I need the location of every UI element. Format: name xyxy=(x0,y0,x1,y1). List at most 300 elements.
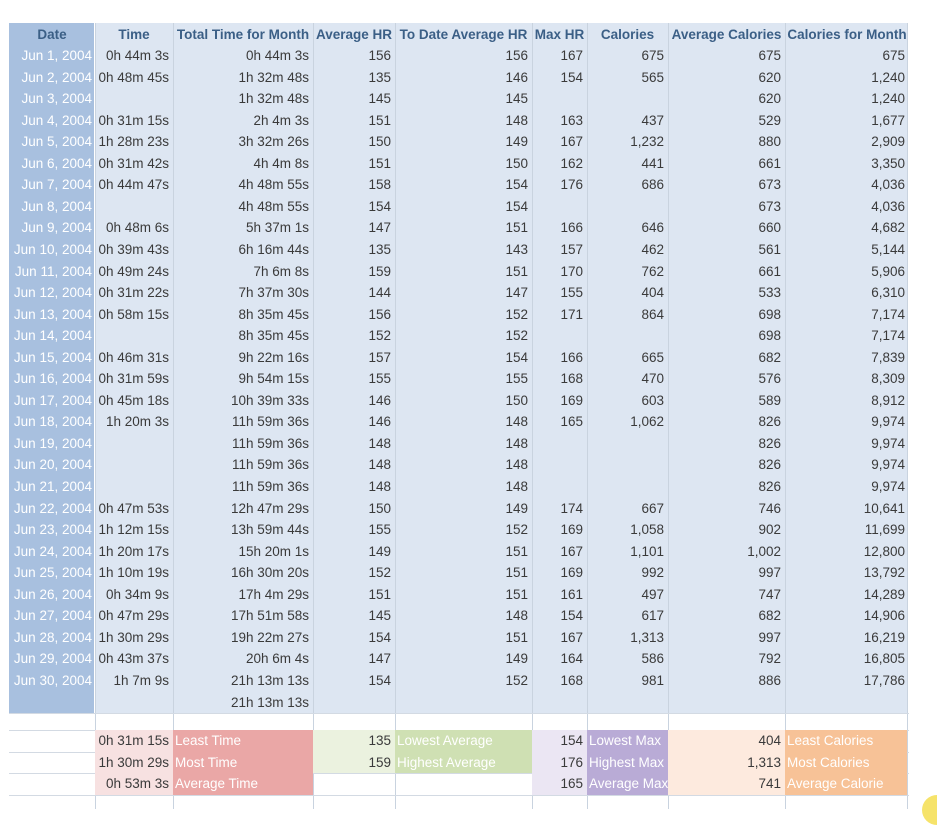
cell-time[interactable] xyxy=(95,325,173,347)
cell-to-date-average-hr[interactable]: 148 xyxy=(505,435,528,451)
cell-average-hr[interactable]: 148 xyxy=(368,479,391,494)
cell-max-hr[interactable]: 157 xyxy=(560,241,583,257)
cell-calories[interactable]: 437 xyxy=(641,112,664,128)
cell-total-time[interactable]: 11h 59m 36s xyxy=(231,479,309,494)
cell-calories-for-month[interactable]: 4,682 xyxy=(871,220,905,236)
cell-total-time[interactable]: 11h 59m 36s xyxy=(231,435,309,451)
cell-average-hr[interactable]: 145 xyxy=(368,91,391,107)
cell-average-hr[interactable]: 156 xyxy=(368,306,391,322)
cell-calories[interactable]: 646 xyxy=(641,220,664,236)
cell-max-hr[interactable]: 154 xyxy=(560,608,583,624)
cell-total-time[interactable]: 12h 47m 29s xyxy=(230,500,309,516)
cell-max-hr[interactable]: 167 xyxy=(560,543,583,559)
cell-total-time[interactable]: 9h 22m 16s xyxy=(238,349,309,365)
cell-max-hr[interactable]: 155 xyxy=(560,285,583,301)
cell-to-date-average-hr[interactable]: 146 xyxy=(505,69,528,85)
cell-max-hr[interactable] xyxy=(532,325,587,347)
cell-time[interactable]: 0h 47m 29s xyxy=(98,608,169,624)
cell-average-calories[interactable]: 997 xyxy=(758,565,781,581)
cell-date[interactable]: Jun 23, 2004 xyxy=(13,522,92,538)
cell-calories-for-month[interactable]: 1,677 xyxy=(871,112,905,128)
cell-average-calories[interactable]: 576 xyxy=(758,371,781,387)
cell-max-hr[interactable]: 170 xyxy=(560,263,583,279)
cell-calories-for-month[interactable]: 13,792 xyxy=(863,565,905,581)
cell-max-hr[interactable] xyxy=(532,196,587,218)
cell-calories[interactable]: 686 xyxy=(641,177,664,193)
summary-label-avg-hr[interactable]: Highest Average xyxy=(395,752,532,774)
cell-calories[interactable] xyxy=(587,325,668,347)
summary-value-calories[interactable]: 741 xyxy=(668,773,785,795)
cell-average-calories[interactable]: 826 xyxy=(758,435,781,451)
cell-average-calories[interactable]: 660 xyxy=(758,220,781,236)
cell-max-hr[interactable]: 165 xyxy=(560,414,583,430)
cell-average-calories[interactable]: 826 xyxy=(758,457,781,473)
cell-max-hr[interactable]: 167 xyxy=(560,48,583,63)
cell-calories[interactable]: 617 xyxy=(641,608,664,624)
cell-total-time[interactable]: 6h 16m 44s xyxy=(238,241,309,257)
cell-calories-for-month[interactable]: 8,309 xyxy=(871,371,905,387)
cell-max-hr[interactable]: 162 xyxy=(560,155,583,171)
cell-to-date-average-hr[interactable]: 150 xyxy=(505,155,528,171)
cell-time[interactable]: 0h 46m 31s xyxy=(98,349,169,365)
cell-date[interactable]: Jun 22, 2004 xyxy=(13,500,92,516)
cell-calories[interactable]: 586 xyxy=(641,651,664,667)
cell-date[interactable]: Jun 26, 2004 xyxy=(13,586,92,602)
cell-max-hr[interactable]: 166 xyxy=(560,349,583,365)
cell-total-time[interactable]: 10h 39m 33s xyxy=(230,392,309,408)
cell-calories[interactable] xyxy=(587,692,668,714)
summary-value-max-hr[interactable]: 154 xyxy=(532,730,587,752)
summary-value-time[interactable]: 0h 31m 15s xyxy=(95,730,173,752)
cell-time[interactable]: 0h 31m 22s xyxy=(98,285,169,301)
cell-time[interactable]: 0h 31m 59s xyxy=(98,371,169,387)
cell-max-hr[interactable]: 168 xyxy=(560,371,583,387)
cell-to-date-average-hr[interactable]: 152 xyxy=(505,306,528,322)
cell-time[interactable] xyxy=(95,454,173,476)
cell-date[interactable]: Jun 30, 2004 xyxy=(13,672,92,688)
cell-total-time[interactable]: 16h 30m 20s xyxy=(230,565,309,581)
cell-to-date-average-hr[interactable]: 148 xyxy=(505,457,528,473)
cell-date[interactable]: Jun 29, 2004 xyxy=(13,651,92,667)
cell-total-time[interactable]: 7h 37m 30s xyxy=(238,285,309,301)
cell-date[interactable] xyxy=(9,692,95,714)
header-date[interactable]: Date xyxy=(37,27,67,42)
cell-calories-for-month[interactable]: 6,310 xyxy=(871,285,905,301)
cell-date[interactable]: Jun 11, 2004 xyxy=(14,263,92,279)
cell-max-hr[interactable]: 154 xyxy=(560,69,583,85)
cell-calories-for-month[interactable]: 4,036 xyxy=(871,198,905,214)
cell-average-hr[interactable]: 146 xyxy=(368,392,391,408)
cell-total-time[interactable]: 0h 44m 3s xyxy=(245,48,309,63)
cell-max-hr[interactable]: 161 xyxy=(560,586,583,602)
cell-date[interactable]: Jun 4, 2004 xyxy=(21,112,92,128)
cell-to-date-average-hr[interactable]: 143 xyxy=(505,241,528,257)
cell-to-date-average-hr[interactable]: 148 xyxy=(505,479,528,494)
cell-to-date-average-hr[interactable]: 148 xyxy=(505,608,528,624)
cell-average-hr[interactable]: 147 xyxy=(368,220,391,236)
cell-average-calories[interactable]: 620 xyxy=(758,91,781,107)
cell-time[interactable] xyxy=(95,433,173,455)
cell-total-time[interactable]: 1h 32m 48s xyxy=(238,69,309,85)
cell-time[interactable]: 0h 31m 15s xyxy=(98,112,169,128)
cell-average-calories[interactable]: 1,002 xyxy=(747,543,781,559)
cell-average-calories[interactable]: 698 xyxy=(758,328,781,344)
cell-total-time[interactable]: 13h 59m 44s xyxy=(230,522,309,538)
cell-to-date-average-hr[interactable]: 154 xyxy=(505,349,528,365)
cell-time[interactable]: 1h 30m 29s xyxy=(98,629,169,645)
cell-calories-for-month[interactable]: 10,641 xyxy=(863,500,905,516)
cell-calories[interactable]: 981 xyxy=(641,672,664,688)
cell-date[interactable]: Jun 3, 2004 xyxy=(21,91,92,107)
cell-calories-for-month[interactable]: 675 xyxy=(882,48,905,63)
cell-max-hr[interactable]: 169 xyxy=(560,565,583,581)
cell-calories-for-month[interactable]: 9,974 xyxy=(871,414,905,430)
cell-calories-for-month[interactable]: 1,240 xyxy=(871,91,905,107)
cell-max-hr[interactable] xyxy=(532,476,587,498)
cell-average-hr[interactable]: 145 xyxy=(368,608,391,624)
cell-time[interactable]: 0h 44m 47s xyxy=(98,177,169,193)
cell-average-hr[interactable]: 152 xyxy=(368,328,391,344)
cell-average-calories[interactable]: 661 xyxy=(758,263,781,279)
cell-calories-for-month[interactable]: 9,974 xyxy=(871,435,905,451)
cell-time[interactable]: 0h 39m 43s xyxy=(98,241,169,257)
cell-max-hr[interactable]: 163 xyxy=(560,112,583,128)
cell-calories-for-month[interactable]: 7,174 xyxy=(871,328,905,344)
cell-calories-for-month[interactable]: 8,912 xyxy=(871,392,905,408)
cell-average-calories[interactable]: 661 xyxy=(758,155,781,171)
cell-date[interactable]: Jun 12, 2004 xyxy=(13,285,92,301)
cell-time[interactable] xyxy=(95,196,173,218)
cell-time[interactable]: 0h 31m 42s xyxy=(98,155,169,171)
cell-time[interactable]: 1h 7m 9s xyxy=(113,672,169,688)
cell-to-date-average-hr[interactable]: 145 xyxy=(505,91,528,107)
cell-total-time[interactable]: 9h 54m 15s xyxy=(238,371,309,387)
cell-average-calories[interactable]: 746 xyxy=(758,500,781,516)
cell-calories-for-month[interactable] xyxy=(785,692,909,714)
cell-to-date-average-hr[interactable]: 149 xyxy=(505,134,528,150)
cell-date[interactable]: Jun 6, 2004 xyxy=(21,155,92,171)
cell-average-hr[interactable]: 151 xyxy=(368,586,391,602)
cell-time[interactable]: 0h 44m 3s xyxy=(105,48,169,63)
cell-time[interactable] xyxy=(95,476,173,498)
summary-label-time[interactable]: Least Time xyxy=(173,730,313,752)
cell-to-date-average-hr[interactable]: 150 xyxy=(505,392,528,408)
cell-date[interactable]: Jun 8, 2004 xyxy=(21,198,92,214)
cell-max-hr[interactable] xyxy=(532,692,587,714)
cell-average-calories[interactable] xyxy=(668,692,785,714)
cell-max-hr[interactable]: 168 xyxy=(560,672,583,688)
cell-average-hr[interactable]: 150 xyxy=(368,500,391,516)
header-calories[interactable]: Calories xyxy=(600,27,655,42)
cell-calories[interactable] xyxy=(587,454,668,476)
cell-average-calories[interactable]: 673 xyxy=(758,198,781,214)
cell-time[interactable]: 0h 47m 53s xyxy=(98,500,169,516)
cell-total-time[interactable]: 21h 13m 13s xyxy=(230,672,309,688)
cell-calories[interactable]: 665 xyxy=(641,349,664,365)
cell-average-calories[interactable]: 886 xyxy=(758,672,781,688)
cell-date[interactable]: Jun 28, 2004 xyxy=(13,629,92,645)
cell-total-time[interactable]: 11h 59m 36s xyxy=(231,457,309,473)
cell-average-calories[interactable]: 561 xyxy=(758,241,781,257)
summary-value-time[interactable]: 1h 30m 29s xyxy=(95,752,173,774)
cell-to-date-average-hr[interactable]: 154 xyxy=(505,198,528,214)
cell-calories[interactable] xyxy=(587,433,668,455)
cell-date[interactable]: Jun 9, 2004 xyxy=(21,220,92,236)
cell-average-hr[interactable]: 152 xyxy=(368,565,391,581)
cell-total-time[interactable]: 11h 59m 36s xyxy=(231,414,309,430)
cell-to-date-average-hr[interactable]: 151 xyxy=(505,220,528,236)
cell-date[interactable]: Jun 13, 2004 xyxy=(13,306,92,322)
cell-calories-for-month[interactable]: 14,289 xyxy=(863,586,905,602)
header-total-time[interactable]: Total Time for Month xyxy=(176,27,310,42)
cell-max-hr[interactable]: 169 xyxy=(560,522,583,538)
cell-average-hr[interactable]: 149 xyxy=(368,543,391,559)
header-calories-for-month[interactable]: Calories for Month xyxy=(787,27,907,42)
summary-label-time[interactable]: Average Time xyxy=(173,773,313,795)
cell-total-time[interactable]: 1h 32m 48s xyxy=(238,91,309,107)
cell-calories-for-month[interactable]: 7,174 xyxy=(871,306,905,322)
summary-label-max-hr[interactable]: Average Max xyxy=(587,773,668,795)
cell-to-date-average-hr[interactable]: 151 xyxy=(505,263,528,279)
cell-average-calories[interactable]: 675 xyxy=(758,48,781,63)
cell-total-time[interactable]: 5h 37m 1s xyxy=(245,220,309,236)
cell-average-hr[interactable]: 159 xyxy=(368,263,391,279)
cell-max-hr[interactable] xyxy=(532,433,587,455)
cell-calories[interactable]: 565 xyxy=(641,69,664,85)
cell-time[interactable]: 0h 58m 15s xyxy=(98,306,169,322)
cell-average-calories[interactable]: 698 xyxy=(758,306,781,322)
cell-calories-for-month[interactable]: 1,240 xyxy=(871,69,905,85)
cell-average-hr[interactable]: 154 xyxy=(368,629,391,645)
cell-to-date-average-hr[interactable]: 152 xyxy=(505,328,528,344)
cell-date[interactable]: Jun 16, 2004 xyxy=(13,371,92,387)
cell-average-calories[interactable]: 826 xyxy=(758,414,781,430)
cell-to-date-average-hr[interactable]: 149 xyxy=(505,500,528,516)
cell-max-hr[interactable] xyxy=(532,88,587,110)
cell-date[interactable]: Jun 25, 2004 xyxy=(13,565,92,581)
cell-calories[interactable]: 497 xyxy=(641,586,664,602)
summary-value-max-hr[interactable]: 165 xyxy=(532,773,587,795)
cell-max-hr[interactable]: 169 xyxy=(560,392,583,408)
cell-total-time[interactable]: 2h 4m 3s xyxy=(253,112,309,128)
cell-average-calories[interactable]: 682 xyxy=(758,349,781,365)
cell-calories[interactable]: 603 xyxy=(641,392,664,408)
cell-to-date-average-hr[interactable]: 151 xyxy=(505,543,528,559)
cell-calories-for-month[interactable]: 2,909 xyxy=(871,134,905,150)
cell-calories-for-month[interactable]: 16,805 xyxy=(863,651,905,667)
header-max-hr[interactable]: Max HR xyxy=(534,27,585,42)
cell-average-hr[interactable]: 154 xyxy=(368,198,391,214)
cell-date[interactable]: Jun 5, 2004 xyxy=(21,134,92,150)
cell-date[interactable]: Jun 19, 2004 xyxy=(13,435,92,451)
cell-calories[interactable]: 675 xyxy=(641,48,664,63)
cell-average-hr[interactable]: 154 xyxy=(368,672,391,688)
cell-date[interactable]: Jun 20, 2004 xyxy=(13,457,92,473)
summary-label-max-hr[interactable]: Highest Max xyxy=(587,752,668,774)
cell-time[interactable]: 1h 10m 19s xyxy=(98,565,169,581)
cell-calories-for-month[interactable]: 12,800 xyxy=(863,543,905,559)
cell-average-calories[interactable]: 682 xyxy=(758,608,781,624)
cell-calories-for-month[interactable]: 5,144 xyxy=(871,241,905,257)
cell-average-hr[interactable]: 157 xyxy=(368,349,391,365)
summary-label-calories[interactable]: Least Calories xyxy=(785,730,907,752)
summary-label-max-hr[interactable]: Lowest Max xyxy=(587,730,668,752)
cell-calories[interactable]: 470 xyxy=(641,371,664,387)
cell-calories[interactable]: 992 xyxy=(641,565,664,581)
cell-to-date-average-hr[interactable]: 148 xyxy=(505,414,528,430)
cell-time[interactable]: 1h 28m 23s xyxy=(98,134,169,150)
cell-calories[interactable]: 762 xyxy=(641,263,664,279)
cell-average-calories[interactable]: 589 xyxy=(758,392,781,408)
cell-average-hr[interactable]: 144 xyxy=(368,285,391,301)
cell-calories-for-month[interactable]: 16,219 xyxy=(863,629,905,645)
summary-value-avg-hr[interactable] xyxy=(313,773,395,795)
cell-total-time[interactable]: 17h 51m 58s xyxy=(230,608,309,624)
cell-average-hr[interactable]: 158 xyxy=(368,177,391,193)
header-to-date-average-hr[interactable]: To Date Average HR xyxy=(399,27,528,42)
summary-label-avg-hr[interactable] xyxy=(395,773,532,795)
cell-calories[interactable]: 441 xyxy=(641,155,664,171)
cell-date[interactable]: Jun 21, 2004 xyxy=(13,479,92,494)
cell-to-date-average-hr[interactable] xyxy=(395,692,532,714)
cell-total-time[interactable]: 20h 6m 4s xyxy=(245,651,309,667)
cell-calories-for-month[interactable]: 4,036 xyxy=(871,177,905,193)
cell-total-time[interactable]: 21h 13m 13s xyxy=(230,694,309,710)
summary-label-time[interactable]: Most Time xyxy=(173,752,313,774)
cell-to-date-average-hr[interactable]: 156 xyxy=(505,48,528,63)
cell-calories-for-month[interactable]: 3,350 xyxy=(871,155,905,171)
summary-value-calories[interactable]: 1,313 xyxy=(668,752,785,774)
cell-calories-for-month[interactable]: 17,786 xyxy=(863,672,905,688)
cell-average-calories[interactable]: 997 xyxy=(758,629,781,645)
summary-label-avg-hr[interactable]: Lowest Average xyxy=(395,730,532,752)
cell-calories[interactable] xyxy=(587,476,668,498)
cell-average-hr[interactable]: 156 xyxy=(368,48,391,63)
cell-total-time[interactable]: 15h 20m 1s xyxy=(238,543,309,559)
cell-calories[interactable]: 462 xyxy=(641,241,664,257)
cell-calories-for-month[interactable]: 11,699 xyxy=(864,522,905,538)
cell-date[interactable]: Jun 1, 2004 xyxy=(21,48,92,63)
cell-average-calories[interactable]: 673 xyxy=(758,177,781,193)
summary-value-avg-hr[interactable]: 135 xyxy=(313,730,395,752)
cell-total-time[interactable]: 8h 35m 45s xyxy=(238,328,309,344)
cell-time[interactable]: 0h 43m 37s xyxy=(98,651,169,667)
cell-average-calories[interactable]: 826 xyxy=(758,479,781,494)
header-average-hr[interactable]: Average HR xyxy=(315,27,393,42)
cell-to-date-average-hr[interactable]: 149 xyxy=(505,651,528,667)
cell-time[interactable] xyxy=(95,88,173,110)
cell-calories[interactable]: 864 xyxy=(641,306,664,322)
cell-to-date-average-hr[interactable]: 151 xyxy=(505,586,528,602)
cell-average-hr[interactable] xyxy=(313,692,395,714)
cell-max-hr[interactable]: 166 xyxy=(560,220,583,236)
summary-value-avg-hr[interactable]: 159 xyxy=(313,752,395,774)
cell-time[interactable]: 0h 45m 18s xyxy=(98,392,169,408)
cell-calories[interactable] xyxy=(587,88,668,110)
cell-calories-for-month[interactable]: 9,974 xyxy=(871,479,905,494)
cell-calories-for-month[interactable]: 5,906 xyxy=(871,263,905,279)
cell-average-calories[interactable]: 880 xyxy=(758,134,781,150)
cell-date[interactable]: Jun 17, 2004 xyxy=(13,392,92,408)
cell-average-hr[interactable]: 151 xyxy=(368,155,391,171)
cell-to-date-average-hr[interactable]: 155 xyxy=(505,371,528,387)
cell-calories[interactable]: 404 xyxy=(641,285,664,301)
cell-date[interactable]: Jun 27, 2004 xyxy=(13,608,92,624)
summary-value-time[interactable]: 0h 53m 3s xyxy=(95,773,173,795)
cell-max-hr[interactable]: 176 xyxy=(560,177,583,193)
summary-value-max-hr[interactable]: 176 xyxy=(532,752,587,774)
cell-time[interactable]: 1h 20m 17s xyxy=(98,543,169,559)
cell-date[interactable]: Jun 15, 2004 xyxy=(13,349,92,365)
cell-time[interactable]: 1h 12m 15s xyxy=(98,522,169,538)
cell-calories[interactable]: 1,101 xyxy=(630,543,664,559)
cell-average-hr[interactable]: 148 xyxy=(368,435,391,451)
cell-average-hr[interactable]: 148 xyxy=(368,457,391,473)
cell-calories[interactable] xyxy=(587,196,668,218)
cell-total-time[interactable]: 8h 35m 45s xyxy=(238,306,309,322)
summary-label-calories[interactable]: Average Calorie xyxy=(785,773,907,795)
cell-date[interactable]: Jun 7, 2004 xyxy=(21,177,92,193)
cell-time[interactable]: 1h 20m 3s xyxy=(105,414,169,430)
cell-total-time[interactable]: 7h 6m 8s xyxy=(253,263,309,279)
cell-date[interactable]: Jun 2, 2004 xyxy=(21,69,92,85)
cell-time[interactable]: 0h 49m 24s xyxy=(98,263,169,279)
cell-total-time[interactable]: 4h 48m 55s xyxy=(238,198,309,214)
cell-total-time[interactable]: 4h 48m 55s xyxy=(238,177,309,193)
cell-calories[interactable]: 1,062 xyxy=(630,414,664,430)
cell-date[interactable]: Jun 10, 2004 xyxy=(13,241,92,257)
cell-average-calories[interactable]: 533 xyxy=(758,285,781,301)
cell-average-hr[interactable]: 135 xyxy=(368,69,391,85)
cell-calories-for-month[interactable]: 9,974 xyxy=(871,457,905,473)
cell-date[interactable]: Jun 14, 2004 xyxy=(13,328,92,344)
cell-average-calories[interactable]: 529 xyxy=(758,112,781,128)
cell-calories-for-month[interactable]: 14,906 xyxy=(863,608,905,624)
cell-to-date-average-hr[interactable]: 154 xyxy=(505,177,528,193)
cell-average-calories[interactable]: 747 xyxy=(758,586,781,602)
cell-total-time[interactable]: 17h 4m 29s xyxy=(238,586,309,602)
cell-date[interactable]: Jun 18, 2004 xyxy=(13,414,92,430)
cell-calories[interactable]: 1,232 xyxy=(630,134,664,150)
cell-average-hr[interactable]: 147 xyxy=(368,651,391,667)
cell-max-hr[interactable]: 171 xyxy=(560,306,583,322)
cell-max-hr[interactable]: 167 xyxy=(560,134,583,150)
cell-time[interactable] xyxy=(95,692,173,714)
cell-average-calories[interactable]: 620 xyxy=(758,69,781,85)
cell-time[interactable]: 0h 34m 9s xyxy=(105,586,169,602)
cell-calories-for-month[interactable]: 7,839 xyxy=(871,349,905,365)
cell-average-hr[interactable]: 155 xyxy=(368,522,391,538)
cell-calories[interactable]: 667 xyxy=(641,500,664,516)
cell-average-calories[interactable]: 902 xyxy=(758,522,781,538)
cell-average-hr[interactable]: 155 xyxy=(368,371,391,387)
cell-average-hr[interactable]: 146 xyxy=(368,414,391,430)
cell-total-time[interactable]: 4h 4m 8s xyxy=(253,155,309,171)
cell-to-date-average-hr[interactable]: 151 xyxy=(505,565,528,581)
cell-to-date-average-hr[interactable]: 152 xyxy=(505,672,528,688)
cell-time[interactable]: 0h 48m 45s xyxy=(98,69,169,85)
cell-average-hr[interactable]: 150 xyxy=(368,134,391,150)
cell-to-date-average-hr[interactable]: 151 xyxy=(505,629,528,645)
header-average-calories[interactable]: Average Calories xyxy=(671,27,782,42)
cell-total-time[interactable]: 3h 32m 26s xyxy=(238,134,309,150)
cell-max-hr[interactable]: 174 xyxy=(560,500,583,516)
cell-to-date-average-hr[interactable]: 147 xyxy=(505,285,528,301)
cell-max-hr[interactable] xyxy=(532,454,587,476)
cell-total-time[interactable]: 19h 22m 27s xyxy=(230,629,309,645)
summary-label-calories[interactable]: Most Calories xyxy=(785,752,907,774)
cell-calories[interactable]: 1,313 xyxy=(630,629,664,645)
